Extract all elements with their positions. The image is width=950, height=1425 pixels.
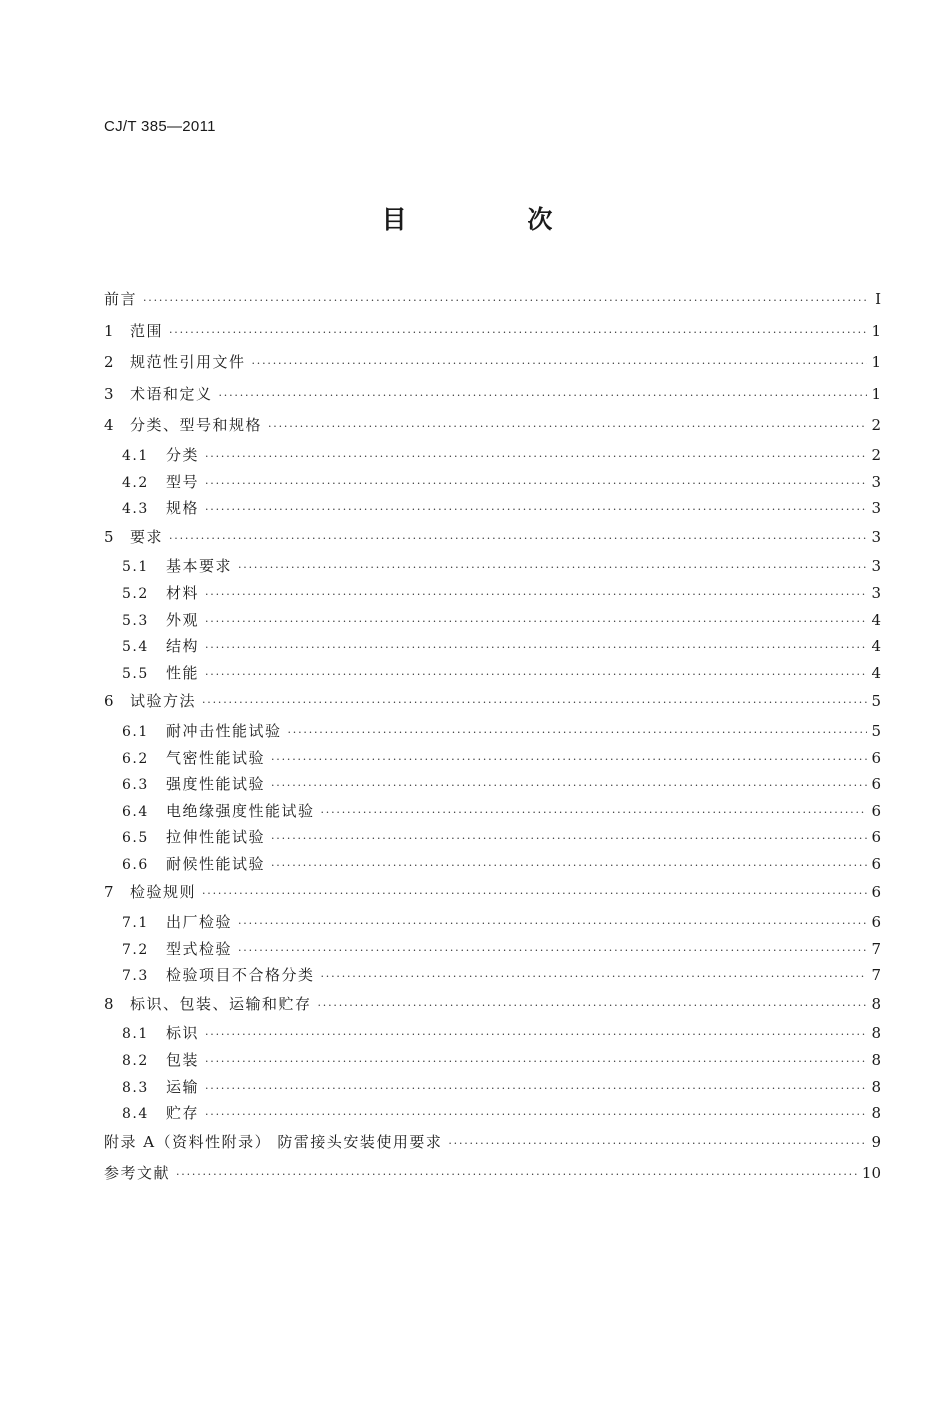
toc-entry-label: 拉伸性能试验 xyxy=(166,828,266,847)
dot-leader xyxy=(205,1076,867,1103)
toc-entry-page: 6 xyxy=(871,913,881,932)
toc-entry-number: 7 xyxy=(104,883,114,902)
toc-entry[interactable] xyxy=(104,495,881,522)
toc-entry-page: 9 xyxy=(871,1132,881,1151)
toc-entry-page: 3 xyxy=(871,472,881,491)
toc-entry-label: 前言 xyxy=(104,290,138,308)
toc-entry-number: 6.5 xyxy=(122,830,149,847)
toc-entry-page: 4 xyxy=(871,637,881,656)
dot-leader xyxy=(238,938,867,965)
toc-entry-number: 7.2 xyxy=(122,941,149,958)
toc-entry[interactable] xyxy=(104,347,881,379)
dot-leader xyxy=(205,444,867,471)
toc-entry[interactable] xyxy=(104,1100,881,1127)
dot-leader xyxy=(176,1159,858,1191)
toc-entry-number: 4 xyxy=(104,416,114,435)
dot-leader xyxy=(271,773,867,800)
dot-leader xyxy=(202,687,867,719)
dot-leader xyxy=(205,662,867,689)
toc-entry[interactable] xyxy=(104,824,881,851)
table-of-contents xyxy=(104,284,881,1190)
dot-leader xyxy=(271,747,867,774)
dot-leader xyxy=(205,471,867,498)
toc-entry-number: 6.4 xyxy=(122,803,149,820)
toc-entry-number: 6.1 xyxy=(122,723,149,740)
toc-entry[interactable] xyxy=(104,1047,881,1074)
toc-entry-number: 6 xyxy=(104,692,114,711)
toc-entry-number: 8.1 xyxy=(122,1026,149,1043)
toc-entry-label: 规范性引用文件 xyxy=(130,353,246,372)
toc-entry[interactable] xyxy=(104,1074,881,1101)
toc-entry[interactable] xyxy=(104,877,881,909)
dot-leader xyxy=(205,1022,867,1049)
toc-entry-page: Ⅰ xyxy=(875,290,881,308)
toc-entry-label: 试验方法 xyxy=(130,692,197,711)
dot-leader xyxy=(268,411,867,443)
toc-entry-page: 8 xyxy=(871,1051,881,1070)
toc-entry-number: 4.1 xyxy=(122,447,149,464)
toc-entry-page: 8 xyxy=(871,1104,881,1123)
toc-entry[interactable] xyxy=(104,410,881,442)
toc-entry[interactable] xyxy=(104,718,881,745)
dot-leader xyxy=(448,1128,867,1160)
dot-leader xyxy=(271,826,867,853)
toc-entry-label: 标识、包装、运输和贮存 xyxy=(130,994,312,1013)
toc-entry[interactable] xyxy=(104,522,881,554)
toc-entry[interactable] xyxy=(104,1020,881,1047)
toc-entry[interactable] xyxy=(104,442,881,469)
toc-entry[interactable] xyxy=(104,798,881,825)
dot-leader xyxy=(205,609,867,636)
toc-entry[interactable] xyxy=(104,962,881,989)
standard-code: CJ/T 385—2011 xyxy=(104,118,216,135)
toc-entry-page: 6 xyxy=(871,854,881,873)
dot-leader xyxy=(288,720,867,747)
toc-entry-number: 8.3 xyxy=(122,1079,149,1096)
toc-entry-number: 4.2 xyxy=(122,474,149,491)
toc-entry-label: 材料 xyxy=(166,583,200,602)
toc-entry-number: 5.1 xyxy=(122,559,149,576)
toc-entry[interactable] xyxy=(104,1127,881,1159)
toc-entry-page: 7 xyxy=(871,939,881,958)
toc-entry-page: 5 xyxy=(871,692,881,711)
toc-entry-label: 运输 xyxy=(166,1077,200,1096)
toc-entry[interactable] xyxy=(104,909,881,936)
dot-leader xyxy=(321,964,867,991)
toc-entry[interactable] xyxy=(104,745,881,772)
toc-entry-label: 强度性能试验 xyxy=(166,775,266,794)
toc-entry-label: 包装 xyxy=(166,1051,200,1070)
toc-entry-label: 耐冲击性能试验 xyxy=(166,721,282,740)
toc-entry-label: 结构 xyxy=(166,637,200,656)
dot-leader xyxy=(205,1102,867,1129)
dot-leader xyxy=(169,523,867,555)
toc-entry[interactable] xyxy=(104,936,881,963)
toc-entry[interactable] xyxy=(104,379,881,411)
dot-leader xyxy=(205,635,867,662)
dot-leader xyxy=(205,1049,867,1076)
dot-leader xyxy=(252,348,867,380)
toc-entry-number: 2 xyxy=(104,353,114,372)
toc-entry-page: 6 xyxy=(871,801,881,820)
toc-entry[interactable] xyxy=(104,553,881,580)
toc-entry[interactable] xyxy=(104,851,881,878)
toc-entry[interactable] xyxy=(104,316,881,348)
toc-entry-number: 5.5 xyxy=(122,665,149,682)
toc-entry-page: 1 xyxy=(871,384,881,403)
toc-entry-label: 范围 xyxy=(130,321,164,340)
dot-leader xyxy=(321,800,867,827)
toc-entry-page: 6 xyxy=(871,775,881,794)
toc-entry[interactable] xyxy=(104,607,881,634)
page-title: 目 次 xyxy=(381,205,609,234)
toc-entry-page: 3 xyxy=(871,557,881,576)
toc-entry-label: 附录 A（资料性附录） 防雷接头安装使用要求 xyxy=(104,1132,443,1151)
toc-entry[interactable] xyxy=(104,1158,881,1190)
toc-entry[interactable] xyxy=(104,284,881,316)
toc-entry-number: 5.2 xyxy=(122,585,149,602)
toc-entry-label: 出厂检验 xyxy=(166,913,233,932)
toc-entry[interactable] xyxy=(104,686,881,718)
toc-entry[interactable] xyxy=(104,580,881,607)
toc-entry[interactable] xyxy=(104,633,881,660)
toc-entry-number: 5.3 xyxy=(122,612,149,629)
dot-leader xyxy=(169,317,867,349)
toc-entry[interactable] xyxy=(104,771,881,798)
toc-entry[interactable] xyxy=(104,660,881,687)
toc-entry-number: 4.3 xyxy=(122,501,149,518)
toc-entry-page: 4 xyxy=(871,610,881,629)
toc-entry-number: 3 xyxy=(104,384,114,403)
toc-entry-page: 2 xyxy=(871,416,881,435)
toc-entry-page: 6 xyxy=(871,828,881,847)
dot-leader xyxy=(219,380,867,412)
toc-entry-number: 7.1 xyxy=(122,915,149,932)
toc-entry-page: 5 xyxy=(871,721,881,740)
toc-entry-number: 6.3 xyxy=(122,777,149,794)
toc-entry-label: 电绝缘强度性能试验 xyxy=(166,801,315,820)
toc-entry-number: 5 xyxy=(104,527,114,546)
dot-leader xyxy=(318,990,867,1022)
toc-entry[interactable] xyxy=(104,469,881,496)
toc-entry-page: 3 xyxy=(871,499,881,518)
dot-leader xyxy=(205,497,867,524)
dot-leader xyxy=(205,582,867,609)
toc-entry-number: 8 xyxy=(104,994,114,1013)
toc-entry-page: 8 xyxy=(871,994,881,1013)
toc-entry-page: 3 xyxy=(871,583,881,602)
toc-entry-page: 8 xyxy=(871,1024,881,1043)
dot-leader xyxy=(238,911,867,938)
toc-entry-page: 8 xyxy=(871,1077,881,1096)
toc-entry-label: 要求 xyxy=(130,527,164,546)
toc-entry-label: 规格 xyxy=(166,499,200,518)
toc-entry-label: 外观 xyxy=(166,610,200,629)
dot-leader xyxy=(143,285,867,317)
toc-entry-page: 2 xyxy=(871,445,881,464)
toc-entry-page: 7 xyxy=(871,966,881,985)
dot-leader xyxy=(238,555,867,582)
toc-entry-label: 贮存 xyxy=(166,1104,200,1123)
toc-entry-page: 4 xyxy=(871,663,881,682)
toc-entry-page: 6 xyxy=(871,883,881,902)
toc-entry-number: 6.2 xyxy=(122,750,149,767)
toc-entry-number: 5.4 xyxy=(122,639,149,656)
toc-entry-label: 分类 xyxy=(166,445,200,464)
toc-entry-page: 1 xyxy=(871,321,881,340)
toc-entry-label: 基本要求 xyxy=(166,557,233,576)
toc-entry-label: 气密性能试验 xyxy=(166,748,266,767)
toc-entry-label: 型式检验 xyxy=(166,939,233,958)
toc-entry-page: 6 xyxy=(871,748,881,767)
toc-entry-label: 耐候性能试验 xyxy=(166,854,266,873)
dot-leader xyxy=(271,853,867,880)
toc-entry-page: 3 xyxy=(871,527,881,546)
toc-entry-page: 1 xyxy=(871,353,881,372)
toc-entry-label: 参考文献 xyxy=(104,1164,171,1183)
toc-entry-number: 8.4 xyxy=(122,1106,149,1123)
toc-entry-label: 检验规则 xyxy=(130,883,197,902)
toc-entry-page: 10 xyxy=(861,1164,881,1183)
toc-entry-label: 分类、型号和规格 xyxy=(130,416,263,435)
toc-entry-label: 检验项目不合格分类 xyxy=(166,966,315,985)
toc-entry-label: 术语和定义 xyxy=(130,384,213,403)
toc-entry[interactable] xyxy=(104,989,881,1021)
dot-leader xyxy=(202,878,867,910)
toc-entry-label: 型号 xyxy=(166,472,200,491)
toc-entry-label: 性能 xyxy=(166,663,200,682)
toc-entry-number: 7.3 xyxy=(122,968,149,985)
toc-entry-label: 标识 xyxy=(166,1024,200,1043)
toc-entry-number: 8.2 xyxy=(122,1053,149,1070)
toc-entry-number: 6.6 xyxy=(122,856,149,873)
toc-entry-number: 1 xyxy=(104,321,114,340)
